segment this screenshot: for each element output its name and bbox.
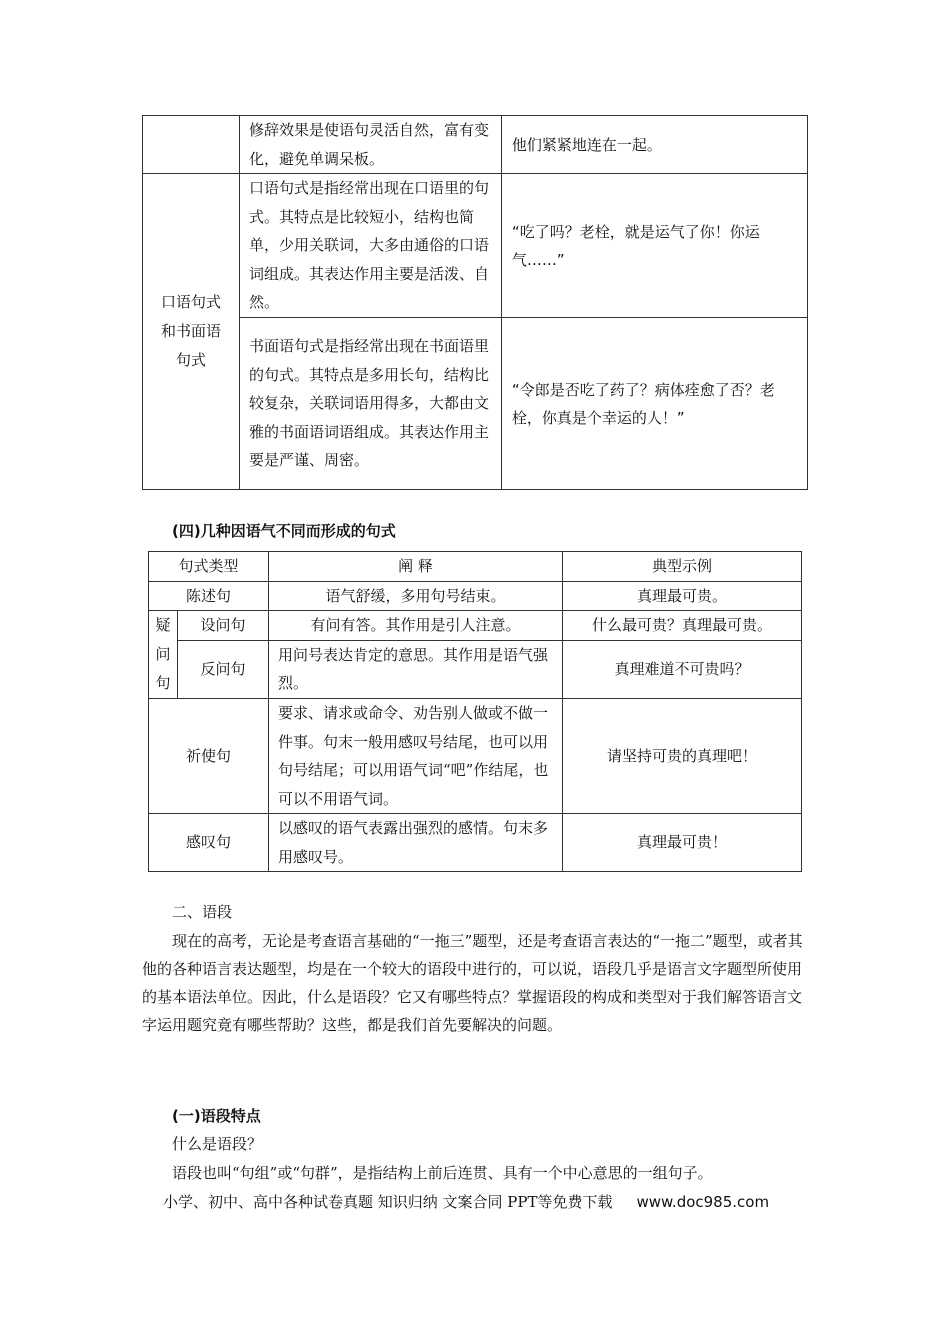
type-cell: 祈使句 xyxy=(149,699,269,814)
example-cell: 什么最可贵？真理最可贵。 xyxy=(563,611,802,641)
interrogative-label-cell xyxy=(149,611,178,699)
explanation-cell: 口语句式是指经常出现在口语里的句式。其特点是比较短小，结构也简单，少用关联词，大多由通俗的口语词组成。其表达作用主要是活泼、自然。 xyxy=(240,174,502,318)
explanation-cell: 书面语句式是指经常出现在书面语里的句式。其特点是多用长句，结构比较复杂，关联词语用得多，大都由文雅的书面语词语组成。其表达作用主要是严谨、周密。 xyxy=(240,318,502,490)
interrogative-label: 疑问句 xyxy=(155,616,171,692)
example-cell: “吃了吗？老栓，就是运气了你！你运气……” xyxy=(501,174,807,318)
header-example: 典型示例 xyxy=(563,552,802,582)
mood-sentence-table xyxy=(148,551,802,872)
header-type: 句式类型 xyxy=(149,552,269,582)
explanation-cell: 语气舒缓，多用句号结束。 xyxy=(269,581,563,611)
subsection-heading: (一)语段特点 xyxy=(172,1107,261,1125)
example-cell: 他们紧紧地连在一起。 xyxy=(501,116,807,174)
type-cell: 设问句 xyxy=(178,611,269,641)
definition-line: 语段也叫“句组”或“句群”，是指结构上前后连贯、具有一个中心意思的一组句子。 xyxy=(172,1164,713,1182)
header-explanation: 阐 释 xyxy=(269,552,563,582)
type-cell: 反问句 xyxy=(178,640,269,698)
example-cell: 真理最可贵！ xyxy=(563,814,802,872)
section-title: 二、语段 xyxy=(172,903,233,921)
example-cell: “令郎是否吃了药了？病体痊愈了否？老栓，你真是个幸运的人！” xyxy=(501,318,807,490)
type-cell: 陈述句 xyxy=(149,581,269,611)
explanation-cell: 有问有答。其作用是引人注意。 xyxy=(269,611,563,641)
footer xyxy=(163,1191,769,1212)
explanation-cell: 修辞效果是使语句灵活自然，富有变化，避免单调呆板。 xyxy=(240,116,502,174)
explanation-cell: 用问号表达肯定的意思。其作用是语气强烈。 xyxy=(269,640,563,698)
question-line: 什么是语段？ xyxy=(172,1135,263,1153)
example-cell: 真理难道不可贵吗？ xyxy=(563,640,802,698)
empty-type-cell xyxy=(143,116,240,174)
body-paragraph: 现在的高考，无论是考查语言基础的“一拖三”题型，还是考查语言表达的“一拖二”题型，或者其他的各种语言表达题型，均是在一个较大的语段中进行的，可以说，语段几乎是语言文字题型所使用的基本语法单位。因此，什么是语段？它又有哪些特点？掌握语段的构成和类型对于我们解答语言文字运用题究竟有哪些帮助？这些，都是我们首先要解决的问题。 xyxy=(142,932,803,1034)
explanation-cell: 以感叹的语气表露出强烈的感情。句末多用感叹号。 xyxy=(269,814,563,872)
example-cell: 请坚持可贵的真理吧！ xyxy=(563,699,802,814)
section-heading: (四)几种因语气不同而形成的句式 xyxy=(172,522,396,540)
group-label-cell xyxy=(143,174,240,490)
footer-url[interactable]: www.doc985.com xyxy=(636,1193,770,1211)
footer-text: 小学、初中、高中各种试卷真题 知识归纳 文案合同 PPT等免费下载 xyxy=(163,1193,613,1211)
explanation-cell: 要求、请求或命令、劝告别人做或不做一件事。句末一般用感叹号结尾，也可以用句号结尾；可以用语气词“吧”作结尾，也可以不用语气词。 xyxy=(269,699,563,814)
example-cell: 真理最可贵。 xyxy=(563,581,802,611)
type-cell: 感叹句 xyxy=(149,814,269,872)
group-label: 口语句式和书面语句式 xyxy=(161,293,222,369)
sentence-style-table xyxy=(142,115,808,490)
